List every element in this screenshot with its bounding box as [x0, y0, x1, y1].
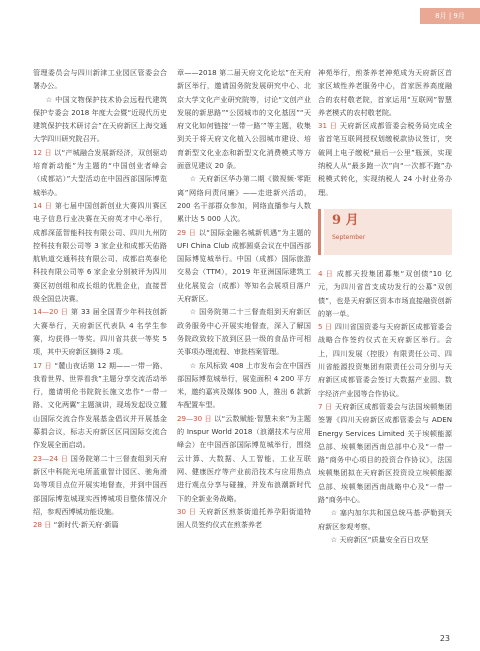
entry: 14—20 日 第 33 届全国青少年科技创新大赛举行，天府新区代表队 4 名学生参赛，均获得一等奖。四川省共获一等奖 5 项，其中天府新区摘得 2 项。: [33, 307, 167, 357]
entry: 17 日 “麓山夜话第 12 期——一带一路、我看世界、世界看我”主题分享交流活动举行，邀请明伦书院院长施文忠作“一带一路、文化两翼”主题演讲，现场发起设立麓山国际交流合作发展基金倡议并开展基金募捐会议，标志天府新区区同国际交流合作发展全面启动。: [33, 360, 167, 450]
entry: 7 日 天府新区成都管委会与法国埃顿集团签署《四川天府新区成都管委会与 ADEN Energy Services Limited 关于埃顿能源总部、埃顿集团西南总部中心及“一带一路”商务中心项目的投资合作协议》，法国埃顿集团拟在天府新区投资设立埃顿能源总部、埃顿集团西南战略中心及“一带一路”商务中心。: [318, 401, 452, 505]
entry: 管理委员会与四川新津工业园区管委会合署办公。: [33, 68, 167, 91]
entry: 29—30 日 以“云数赋能·智慧未来”为主题的 Inspur World 2018（浪潮技术与应用峰会）在中国西部国际博览城举行，围绕云计算、大数据、人工智能、工业互联网、健康医疗等产业前沿技术与应用热点进行观点分享与碰撞，并发布浪潮新时代下的全新业务战略。: [177, 413, 311, 503]
entry: ☆ 中国文物保护技术协会远程代建筑保护专委会 2018 年度大会暨“近现代历史建筑保护技术研讨会”在天府新区上海交通大学四川研究院召开。: [33, 94, 167, 144]
entry: 30 日 天府新区煎茶街道托养孕阳街道特困人员签约仪式在煎茶养老: [177, 506, 311, 530]
column-2: [177, 66, 311, 531]
entry: 28 日 “新时代·新天府·新篇: [33, 520, 119, 530]
entry-date: 29 日: [177, 227, 197, 237]
entry: ☆ 东风标致 408 上市发布会在中国西部国际博览城举行，展览面积 4 200 平方米，邀约嘉宾及媒体 900 人，推出 6 款新车配置车型。: [177, 360, 311, 410]
entry: 章——2018 第二届天府文化论坛”在天府新区举行，邀请国务院发展研究中心、北京大学文化产业研究院等，讨论“文创产业发展的新思路”“公园城市的文化基因”“天府文化如何链接‘一带一路’”等主题，收集到关于将天府文化植入公园城市建设、培育新型文化业态和新型文化消费模式等方面意见建议 20 条。: [177, 68, 311, 171]
page-number: 23: [439, 634, 450, 643]
entry: 31 日 天府新区成都管委会税务局完成全省首笔互联网授权划缴税款协议签订，突破网上电子缴税“最后一公里”瓶颈，实现纳税人从“最多跑一次”向“一次都不跑”办税模式转化，实现纳税人 24 小时业务办理。: [318, 121, 452, 197]
entry-date: 12 日: [33, 147, 52, 157]
entry-date: 17 日: [33, 360, 52, 370]
entry-date: 5 日: [318, 322, 333, 332]
column-1: [33, 66, 167, 531]
month-label: 9 月: [332, 212, 359, 228]
month-heading: [318, 207, 452, 257]
entry-date: 30 日: [177, 506, 197, 516]
entry: 5 日 四川省国资委与天府新区成都管委会战略合作签约仪式在天府新区举行。会上，四川发展（控股）有限责任公司、四川省能源投资集团有限责任公司分别与天府新区成都管委会签订大数据产业园、数字经济产业园等合作协议。: [318, 322, 452, 398]
entry: ☆ 国务院第二十三督查组到天府新区政务服务中心开展实地督查，深入了解国务院政致较下放到区县一级的食品许可相关事项办理流程、审批档案管理。: [177, 307, 311, 357]
entry-date: 14 日: [33, 200, 53, 210]
entry-date: 14—20 日: [33, 307, 69, 317]
column-3: [318, 66, 452, 546]
entry-date: 4 日: [318, 268, 334, 278]
entry-date: 28 日: [33, 520, 52, 530]
entry-date: 29—30 日: [177, 413, 212, 423]
entry: ☆ 天府新区“质量安全百日攻坚: [330, 534, 429, 544]
entry-date: 7 日: [318, 401, 333, 411]
entry-date: 31 日: [318, 121, 338, 131]
entry: 23—24 日 国务院第二十三督查组到天府新区中科院光电所蓝重智计园区、驰角滑岛等项目点位开展实地督查，并到中国西部国际博览城现实西博城项目整体情况介绍，参观西博城功能设施。: [33, 453, 167, 516]
entry: ☆ 塞内加尔共和国总统马基·萨勒到天府新区参观考察。: [318, 508, 452, 531]
entry: ☆ 天府新区华办第二期《微视频·零距离”网络问责问廉》——走进新兴活动，200 名干部群众参加，网络直播参与人数累计达 5 000 人次。: [177, 174, 311, 224]
entry: 29 日 以“国际金融名城新机遇”为主题的 UFI China Club 成都圆桌会议在中国西部国际博览城举行。中国（成都）国际旅游交易会（TTM），2019 年亚洲国际建筑工业化展览会（成都）等知名会展项目落户天府新区。: [177, 227, 311, 304]
entry: 12 日 以“产城融合发展新经济，双创驱动培育新动能”为主题的“中国创业者峰会（成都站）”大型活动在中国西部国际博览城举办。: [33, 147, 167, 197]
section-tab: 8月 | 9月: [420, 8, 480, 24]
month-accent-bar: [318, 209, 321, 255]
entry: 14 日 第七届中国创新创业大赛四川赛区电子信息行业决赛在天府英才中心举行，成都深蓝智能科技有限公司、四川九州防控科技有限公司等 3 家企业和成都天佑路航轨道交通科技有限公司、成都启英泰伦科技有限公司等 6 家企业分别被评为四川赛区初创组和成长组的优胜企业，直接晋级全国总决赛。: [33, 200, 167, 304]
entry: 4 日 成都天投集团募集“双创债”10 亿元，为四川省首支成功发行的公募“双创债”，也是天府新区资本市场直接融资创新的第一单。: [318, 268, 452, 318]
month-english: September: [332, 233, 366, 241]
entry: 神苑举行，煎茶养老神苑成为天府新区首家区域性养老服务中心，首家医养高度融合的农村敬老院，首家运用“互联网”智慧养老模式的农村敬老院。: [318, 68, 452, 117]
entry-date: 23—24 日: [33, 453, 69, 463]
